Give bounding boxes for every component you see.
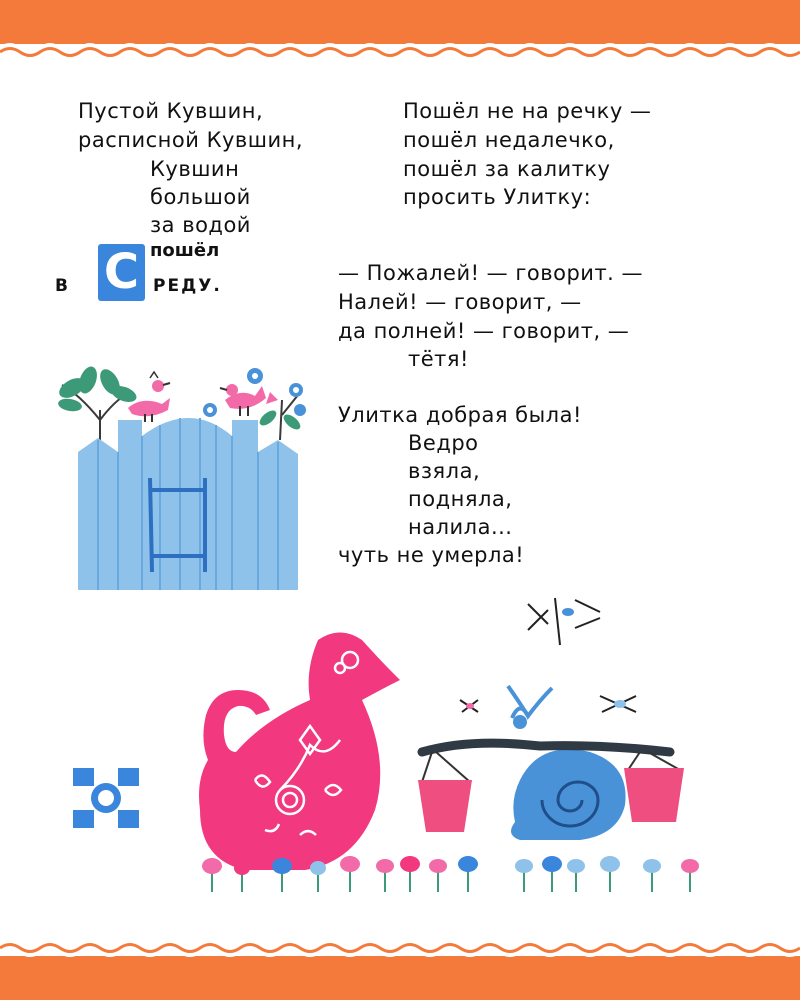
poem-line: пошёл недалечко, (403, 128, 615, 152)
poem-line: — Пожалей! — говорит. — (338, 261, 644, 285)
drop-cap-letter: С (103, 244, 140, 300)
poem-line: Улитка добрая была! (338, 403, 582, 427)
poem-line: большой (150, 185, 251, 209)
poem-line: за водой (150, 213, 251, 237)
drop-cap-top-word: пошёл (150, 240, 220, 261)
pink-jug-icon (199, 633, 400, 871)
poem-line: расписной Кувшин, (78, 128, 304, 152)
poem-line: да полней! — говорит, — (338, 319, 630, 343)
snail-with-yoke-icon (418, 686, 684, 840)
drop-cap-prefix: В (55, 276, 68, 296)
poem-line: пошёл за калитку (403, 157, 611, 181)
dragonfly-icon (460, 598, 636, 712)
poem-line: Пошёл не на речку — (403, 99, 652, 123)
poem-line: Налей! — говорит, — (338, 290, 582, 314)
poem-line: тётя! (408, 347, 469, 371)
blue-square-ornament-icon (73, 768, 139, 828)
flower-row-icon (202, 856, 699, 892)
poem-line: просить Улитку: (403, 185, 592, 209)
poem-line: Кувшин (150, 157, 240, 181)
drop-cap-suffix: РЕДУ. (153, 276, 222, 296)
poem-line: взяла, (408, 459, 481, 483)
poem-line: налила... (408, 515, 513, 539)
top-border-band (0, 0, 800, 62)
poem-line: Ведро (408, 431, 479, 455)
poem-line: Пустой Кувшин, (78, 99, 264, 123)
bottom-border-band (0, 938, 800, 1000)
poem-line: подняла, (408, 487, 513, 511)
poem-line: чуть не умерла! (338, 543, 525, 567)
blue-fence-with-birds-icon (56, 364, 306, 590)
drop-cap-letter-box (98, 244, 145, 301)
